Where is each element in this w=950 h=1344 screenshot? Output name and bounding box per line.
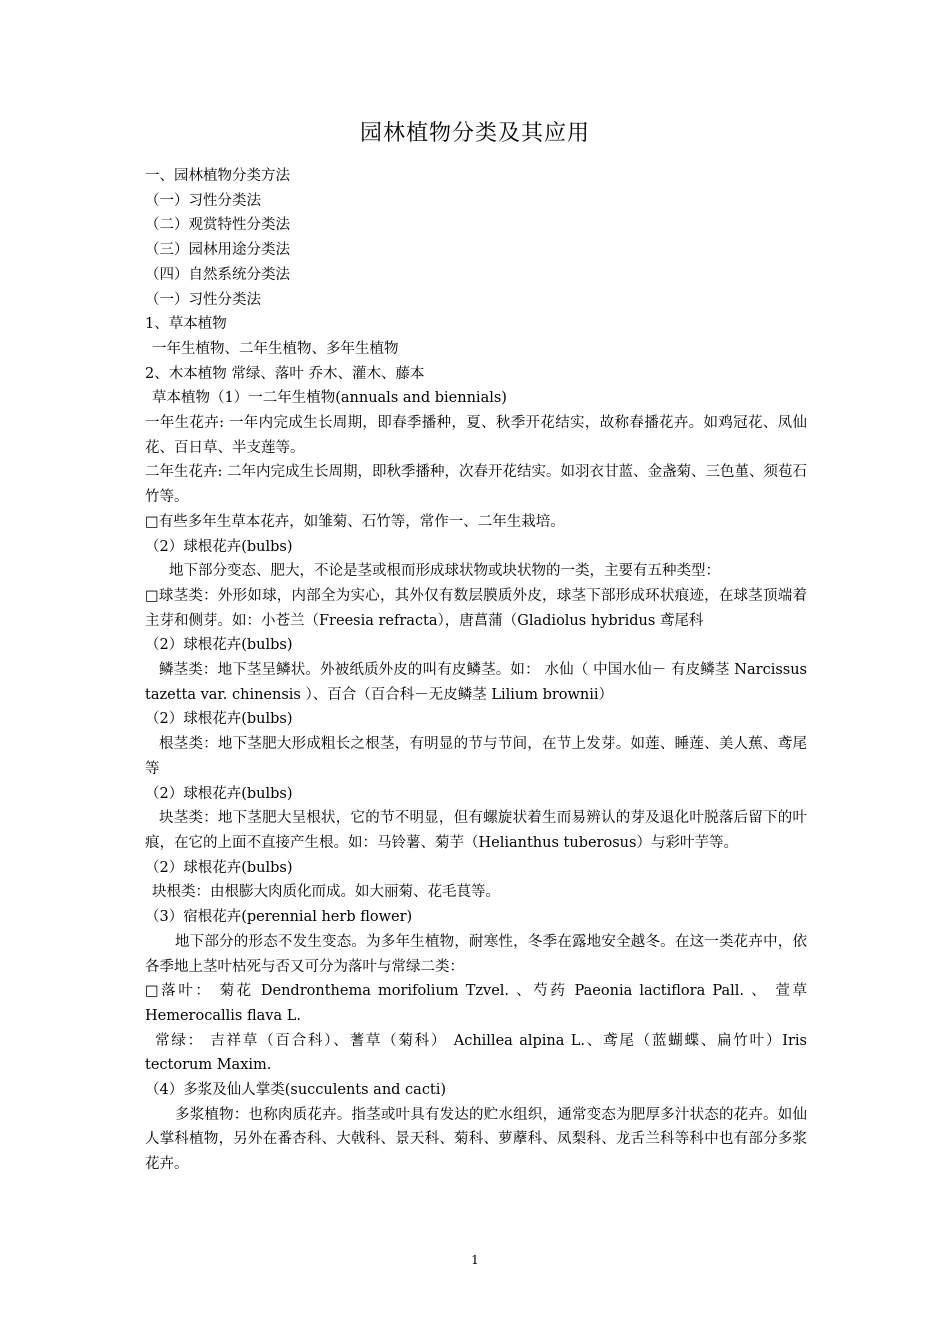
paragraph: 二年生花卉: 二年内完成生长周期，即秋季播种，次春开花结实。如羽衣甘蓝、金盏菊、三色堇、须苞石竹等。 — [145, 464, 807, 506]
category-heading: 草本植物（1）一二年生植物(annuals and biennials) — [152, 390, 507, 407]
category-heading: （2）球根花卉(bulbs) — [145, 785, 293, 802]
category-heading: （2）球根花卉(bulbs) — [145, 538, 293, 555]
outline-item: （四）自然系统分类法 — [145, 266, 290, 283]
subsection-heading: （一）习性分类法 — [145, 291, 261, 308]
paragraph: 鳞茎类：地下茎呈鳞状。外被纸质外皮的叫有皮鳞茎。如： 水仙（ 中国水仙－ 有皮鳞茎 Narcissus tazetta var. chinensis ）、百合（百合科－无皮鳞茎 Lilium brownii） — [145, 662, 807, 703]
document-title: 园林植物分类及其应用 — [359, 121, 590, 146]
outline-item: （三）园林用途分类法 — [145, 242, 290, 259]
text-line: □有些多年生草本花卉，如雏菊、石竹等，常作一、二年生栽培。 — [145, 513, 565, 530]
paragraph: 地下部分的形态不发生变态。为多年生植物，耐寒性，冬季在露地安全越冬。在这一类花卉中，依各季地上茎叶枯死与否又可分为落叶与常绿二类： — [145, 933, 807, 975]
category-heading: （3）宿根花卉(perennial herb flower) — [145, 909, 413, 926]
text-line: 块根类：由根膨大肉质化而成。如大丽菊、花毛茛等。 — [152, 884, 500, 901]
page-number: 1 — [471, 1253, 479, 1267]
subsection-item: 2、木本植物 常绿、落叶 乔木、灌木、藤本 — [145, 365, 425, 382]
category-heading: （2）球根花卉(bulbs) — [145, 711, 293, 728]
section-heading: 一、园林植物分类方法 — [145, 168, 290, 184]
outline-item: （一）习性分类法 — [145, 192, 261, 209]
document-body — [145, 164, 807, 1177]
paragraph: 多浆植物：也称肉质花卉。指茎或叶具有发达的贮水组织，通常变态为肥厚多汁状态的花卉。如仙人掌科植物，另外在番杏科、大戟科、景天科、菊科、萝藦科、凤梨科、龙舌兰科等科中也有部分多浆花卉。 — [145, 1106, 807, 1173]
paragraph: 一年生花卉: 一年内完成生长周期，即春季播种，夏、秋季开花结实，故称春播花卉。如鸡冠花、凤仙花、百日草、半支莲等。 — [145, 415, 807, 456]
subsection-item: 1、草本植物 — [145, 316, 227, 333]
category-heading: （2）球根花卉(bulbs) — [145, 637, 293, 654]
paragraph: 常绿： 吉祥草（百合科）、蓍草（菊科） Achillea alpina L.、鸢尾（蓝蝴蝶、扁竹叶）Iris tectorum Maxim. — [145, 1032, 807, 1074]
paragraph: 地下部分变态、肥大，不论是茎或根而形成球状物或块状物的一类，主要有五种类型： — [169, 563, 720, 580]
paragraph: □球茎类：外形如球，内部全为实心，其外仅有数层膜质外皮，球茎下部形成环状痕迹，在球茎顶端着主芽和侧芽。如：小苍兰（Freesia refracta），唐菖蒲（Gladiolus hybridus 鸢尾科 — [145, 587, 807, 629]
paragraph: □落叶： 菊花 Dendronthema morifolium Tzvel. 、芍药 Paeonia lactiflora Pall. 、 萱草 Hemerocallis flava L. — [145, 983, 807, 1024]
text-line: 一年生植物、二年生植物、多年生植物 — [152, 340, 399, 357]
paragraph: 块茎类：地下茎肥大呈根状，它的节不明显，但有螺旋状着生而易辨认的芽及退化叶脱落后留下的叶痕，在它的上面不直接产生根。如：马铃薯、菊芋（Helianthus tuberosus）与彩叶芋等。 — [145, 810, 807, 851]
category-heading: （4）多浆及仙人掌类(succulents and cacti) — [145, 1082, 447, 1099]
category-heading: （2）球根花卉(bulbs) — [145, 859, 293, 876]
paragraph: 根茎类：地下茎肥大形成粗长之根茎，有明显的节与节间，在节上发芽。如莲、睡莲、美人蕉、鸢尾等 — [145, 736, 807, 777]
outline-item: （二）观赏特性分类法 — [145, 217, 290, 234]
